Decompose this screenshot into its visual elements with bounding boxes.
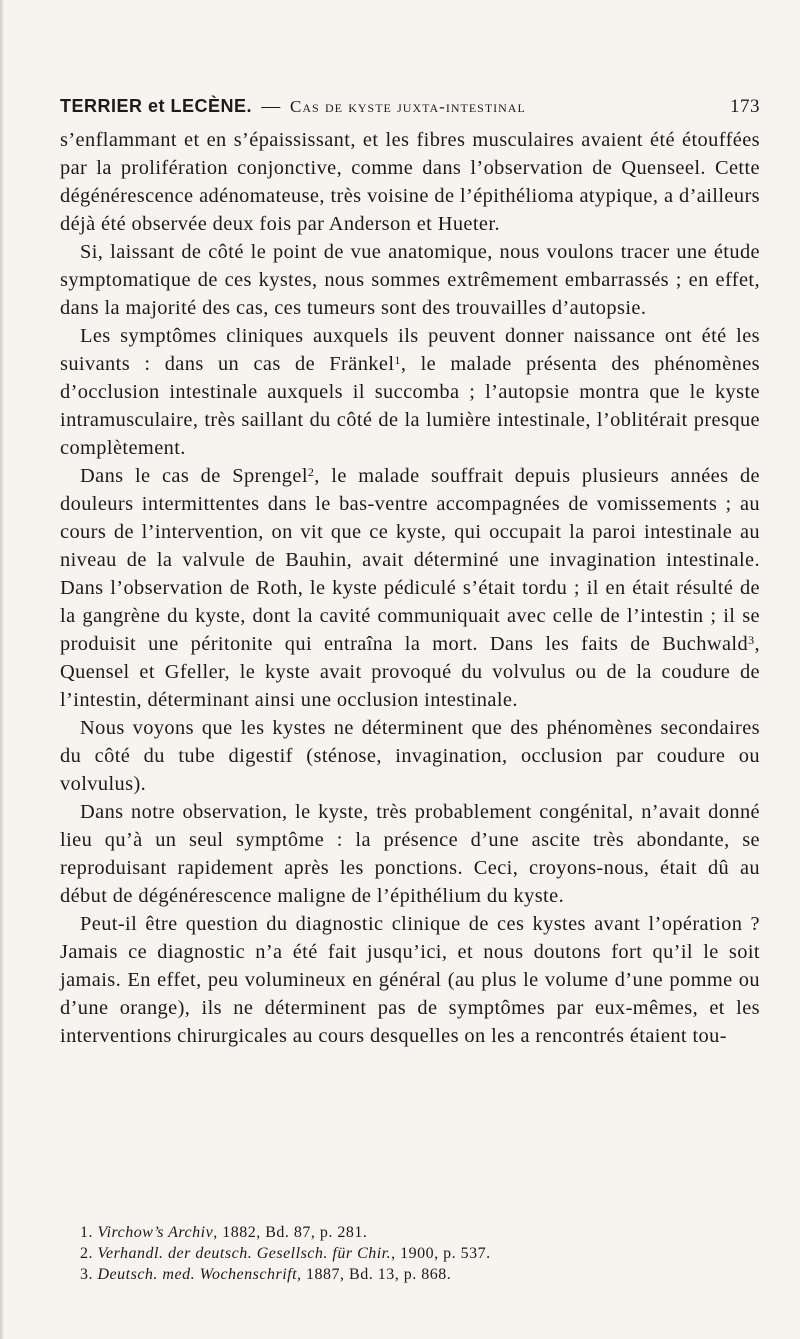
footnote-3	[80, 1264, 760, 1285]
footnote-source: Verhandl. der deutsch. Gesellsch. für Chir.	[97, 1245, 392, 1262]
body-text	[60, 126, 760, 1050]
footnote-number: 3.	[80, 1266, 93, 1283]
footnote-1	[80, 1222, 760, 1243]
page-number: 173	[730, 96, 760, 117]
paragraph-text: , le malade souffrait depuis plusieurs années de douleurs intermittentes dans le bas-ventre accompagnées de vomissements ; au cours de l’intervention, on vit que ce kyste, qui occupait la paroi intestinale au niveau de la valvule de Bauhin, avait déterminé une invagination intestinale. Dans l’observation de Roth, le kyste pédiculé s’était tordu ; il en était résulté de la gangrène du kyste, dont la cavité communiquait avec celle de l’intestin ; il se produisit une péritonite qui entraîna la mort. Dans les faits de Buchwald	[60, 465, 760, 655]
footnote-ref-3: 3	[748, 633, 755, 647]
paragraph-5	[60, 714, 760, 798]
footnote-ref-2: 2	[307, 465, 315, 479]
paragraph-text: s’enflammant et en s’épaississant, et les fibres musculaires avaient été étouffées par la prolifération conjonctive, comme dans l’observation de Quenseel. Cette dégénérescence adénomateuse, très voisine de l’épithélioma atypique, a d’ailleurs déjà été observée deux fois par Anderson et Hueter.	[60, 129, 760, 235]
footnote-number: 1.	[80, 1224, 93, 1241]
paragraph-text: Dans le cas de Sprengel	[80, 465, 308, 487]
paragraph-text: Si, laissant de côté le point de vue anatomique, nous voulons tracer une étude symptomatique de ces kystes, nous sommes extrêmement embarrassés ; en effet, dans la majorité des cas, ces tumeurs sont des trouvailles d’autopsie.	[60, 241, 760, 319]
paragraph-text: , le malade présenta des phénomènes d’occlusion intestinale auxquels il succomba ; l’autopsie montra que le kyste intramusculaire, très saillant du côté de la lumière intestinale, l’oblitérait presque complètement.	[60, 353, 760, 459]
footnote-ref-1: 1	[394, 353, 401, 367]
footnote-2	[80, 1243, 760, 1264]
footnote-source: Virchow’s Archiv	[97, 1224, 214, 1241]
header-title: Cas de kyste juxta-intestinal	[290, 97, 526, 116]
running-header	[60, 96, 760, 122]
footnote-number: 2.	[80, 1245, 93, 1262]
paragraph-7	[60, 910, 760, 1050]
paragraph-6	[60, 798, 760, 910]
paragraph-3	[60, 322, 760, 462]
footnote-details: , 1882, Bd. 87, p. 281.	[213, 1224, 368, 1241]
paragraph-4	[60, 462, 760, 714]
footnotes	[80, 1222, 760, 1285]
paragraph-text: Nous voyons que les kystes ne déterminent que des phénomènes secondaires du côté du tube digestif (sténose, invagination, occlusion par coudure ou volvulus).	[60, 717, 760, 795]
header-authors: TERRIER et LECÈNE.	[60, 96, 253, 116]
paragraph-1	[60, 126, 760, 238]
paragraph-text: Dans notre observation, le kyste, très probablement congénital, n’avait donné lieu qu’à un seul symptôme : la présence d’une ascite très abondante, se reproduisant rapidement après les ponctions. Ceci, croyons-nous, était dû au début de dégénérescence maligne de l’épithélium du kyste.	[60, 801, 760, 907]
page-edge	[0, 0, 4, 1339]
paragraph-text: Peut-il être question du diagnostic clinique de ces kystes avant l’opération ? Jamais ce diagnostic n’a été fait jusqu’ici, et nous doutons fort qu’il le soit jamais. En effet, peu volumineux en général (au plus le volume d’une pomme ou d’une orange), ils ne déterminent pas de symptômes par eux-mêmes, et les interventions chirurgicales au cours desquelles on les a rencontrés étaient tou-	[60, 913, 760, 1047]
header-dash: —	[261, 96, 281, 117]
footnote-source: Deutsch. med. Wochenschrift	[97, 1266, 298, 1283]
paragraph-2	[60, 238, 760, 322]
paragraph-text: , Quensel et Gfeller, le kyste avait provoqué du volvulus ou de la coudure de l’intestin, déterminant ainsi une occlusion intestinale.	[60, 633, 760, 711]
footnote-details: , 1887, Bd. 13, p. 868.	[297, 1266, 452, 1283]
paragraph-text: Les symptômes cliniques auxquels ils peuvent donner naissance ont été les suivants : dans un cas de Fränkel	[60, 325, 760, 375]
footnote-details: , 1900, p. 537.	[391, 1245, 491, 1262]
